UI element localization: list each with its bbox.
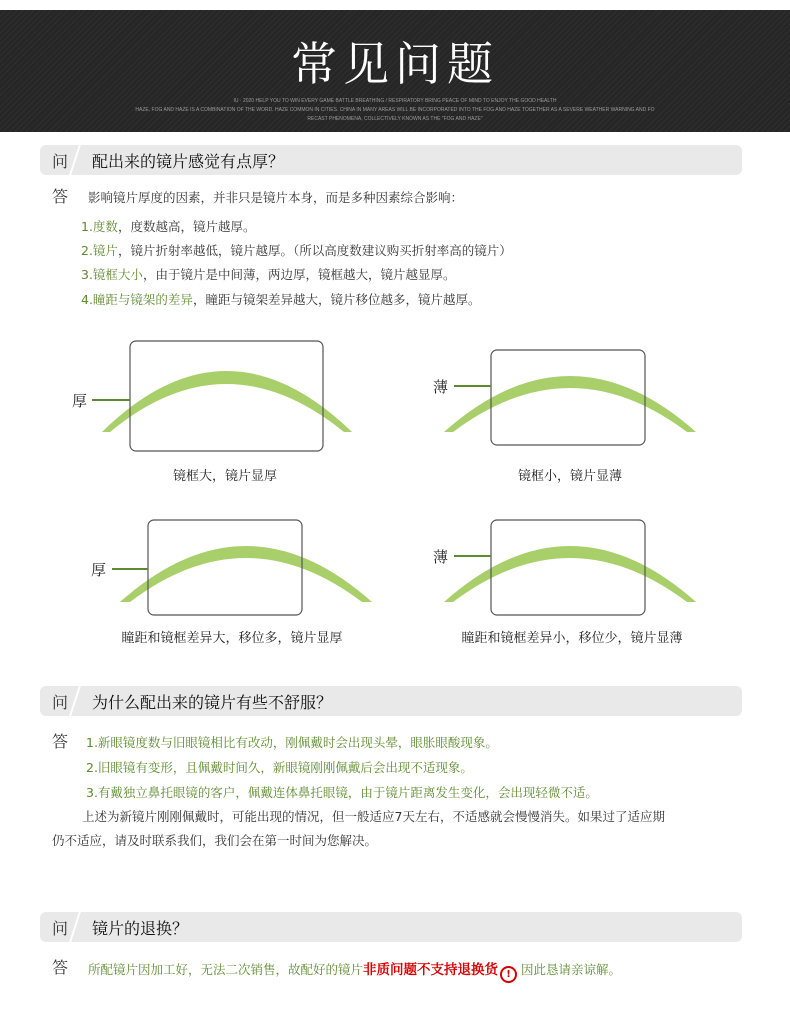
divider bbox=[69, 912, 81, 942]
header-subtitle-line-3: RECAST PHENOMENA, COLLECTIVELY KNOWN AS THE "FOG AND HAZE" bbox=[307, 116, 483, 122]
divider bbox=[69, 686, 81, 716]
faq1-item-2-text: ，镜片折射率越低，镜片越厚。（所以高度数建议购买折射率高的镜片） bbox=[117, 243, 512, 258]
question-mark-label: 问 bbox=[52, 693, 69, 712]
lens-arc bbox=[102, 371, 352, 432]
faq1-intro: 影响镜片厚度的因素，并非只是镜片本身，而是多种因素综合影响： bbox=[88, 190, 464, 205]
divider bbox=[69, 145, 81, 175]
lens-diagram-small-pd-difference bbox=[430, 510, 710, 625]
diagram-1-label: 厚 bbox=[72, 392, 88, 410]
faq1-item-2 bbox=[81, 241, 512, 259]
faq2-item-2: 2.旧眼镜有变形，且佩戴时间久，新眼镜刚刚佩戴后会出现不适现象。 bbox=[86, 760, 473, 775]
faq3-answer-bold: 非质问题不支持退换货 bbox=[363, 962, 499, 978]
faq3-answer-pre: 所配镜片因加工好，无法二次销售，故配好的镜片 bbox=[88, 962, 364, 977]
faq2-item-1: 1.新眼镜度数与旧眼镜相比有改动，刚佩戴时会出现头晕，眼胀眼酸现象。 bbox=[86, 735, 498, 750]
faq3-answer bbox=[88, 958, 621, 983]
lens-arc bbox=[444, 546, 696, 602]
faq1-item-1-text: ，度数越高，镜片越厚。 bbox=[117, 219, 256, 234]
diagram-4-caption: 瞳距和镜框差异小，移位少，镜片显薄 bbox=[461, 631, 683, 646]
page-title: 常见问题 bbox=[291, 37, 499, 91]
header-subtitle-line-1: IU · 2020 HELP YOU TO WIN EVERY GAME BATTLE BREATHING / RESPIRATORY BRING PEACE OF MIND TO ENJOY THE GOOD HEALTH bbox=[233, 98, 557, 104]
diagram-2-label: 薄 bbox=[433, 378, 449, 396]
faq2-question: 为什么配出来的镜片有些不舒服？ bbox=[92, 693, 333, 712]
answer-mark-label: 答 bbox=[52, 958, 69, 977]
question-mark-label: 问 bbox=[52, 152, 69, 171]
lens-diagram-large-pd-difference bbox=[90, 510, 390, 625]
lens-arc bbox=[120, 546, 372, 602]
faq3-answer-post: 因此恳请亲谅解。 bbox=[521, 962, 622, 977]
diagram-3-label: 厚 bbox=[91, 561, 107, 579]
faq1-item-4-text: ，瞳距与镜架差异越大，镜片移位越多，镜片越厚。 bbox=[192, 292, 481, 307]
diagram-2-caption: 镜框小，镜片显薄 bbox=[517, 469, 622, 484]
lens-diagram-small-frame bbox=[430, 340, 710, 455]
faq3-question-bar bbox=[40, 912, 742, 942]
faq2-summary-line-1: 上述为新镜片刚刚佩戴时，可能出现的情况，但一般适应7天左右，不适感就会慢慢消失。如果过了适应期 bbox=[82, 809, 665, 824]
faq1-item-4-key: 4.瞳距与镜架的差异 bbox=[81, 292, 193, 307]
faq1-item-1 bbox=[81, 217, 255, 235]
lens-arc bbox=[444, 376, 696, 432]
faq2-summary-line-2: 仍不适应，请及时联系我们，我们会在第一时间为您解决。 bbox=[52, 833, 378, 848]
lens-diagram-large-frame bbox=[60, 330, 380, 465]
diagram-1-caption: 镜框大，镜片显厚 bbox=[172, 469, 277, 484]
answer-mark-label: 答 bbox=[52, 732, 69, 751]
faq1-item-2-key: 2.镜片 bbox=[81, 243, 118, 258]
faq1-item-4 bbox=[81, 290, 480, 308]
page-header bbox=[0, 10, 790, 132]
diagram-4-label: 薄 bbox=[433, 548, 449, 566]
faq1-item-3-text: ，由于镜片是中间薄，两边厚，镜框越大，镜片越显厚。 bbox=[142, 267, 456, 282]
faq1-item-3-key: 3.镜框大小 bbox=[81, 267, 143, 282]
faq1-question-bar bbox=[40, 145, 742, 175]
faq2-item-3: 3.有戴独立鼻托眼镜的客户，佩戴连体鼻托眼镜，由于镜片距离发生变化，会出现轻微不适。 bbox=[86, 785, 598, 800]
faq2-question-bar bbox=[40, 686, 742, 716]
question-mark-label: 问 bbox=[52, 919, 69, 938]
faq1-question: 配出来的镜片感觉有点厚？ bbox=[92, 152, 285, 171]
faq3-question: 镜片的退换？ bbox=[92, 919, 189, 938]
warning-icon: ! bbox=[500, 966, 517, 983]
diagram-3-caption: 瞳距和镜框差异大，移位多，镜片显厚 bbox=[121, 631, 343, 646]
faq1-item-1-key: 1.度数 bbox=[81, 219, 118, 234]
header-subtitle-line-2: HAZE, FOG AND HAZE IS A COMBINATION OF THE WORD. HAZE COMMON IN CITIES. CHINA IN MANY AREAS WILL BE INCORPORATED INTO THE FOG AND HAZE TOGETHER AS A SEVERE WEATHER WARNING AND FO bbox=[135, 107, 655, 113]
faq1-item-3 bbox=[81, 265, 455, 283]
answer-mark-label: 答 bbox=[52, 187, 69, 206]
